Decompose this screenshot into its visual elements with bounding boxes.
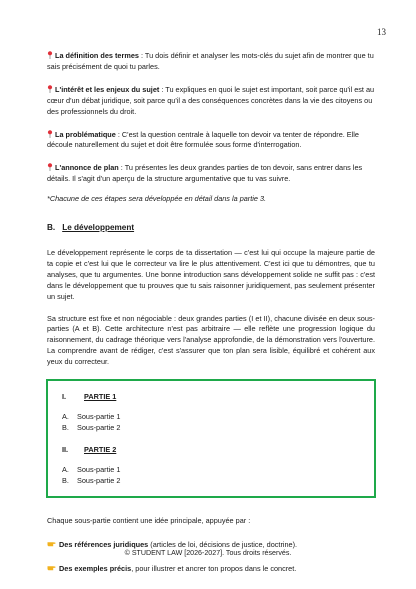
plan-subpart-number: B.: [62, 422, 69, 432]
definition-text: : Tu expliques en quoi le sujet est important, soit parce qu'il est au cœur d'un débat juridique, soit parce qu'il a des conséquences concrètes dans la vie des citoyens ou des professionnels du droit.: [47, 84, 375, 116]
bullet-item: [47, 564, 375, 575]
bullet-text: (articles de loi, décisions de justice, doctrine).: [148, 540, 298, 550]
plan-subpart-label: Sous-partie 2: [77, 422, 121, 432]
definition-term: L'annonce de plan: [55, 163, 119, 173]
section-letter: B.: [47, 223, 56, 233]
plan-part: [62, 445, 362, 456]
pushpin-icon: [47, 85, 53, 93]
body-paragraph: Sa structure est fixe et non négociable : deux grandes parties (I et II), chacune divisée en deux sous-parties (A et B). Cette architecture n'est pas arbitraire — elle reflète une progression logique du raisonnement, du cadrage théorique vers l'analyse approfondie, de la démonstration vers l'ouverture. La comprendre avant de rédiger, c'est s'assurer que ton plan sera lisible, équilibré et cohérent aux yeux du correcteur.: [47, 313, 375, 367]
plan-subpart: [62, 465, 362, 476]
plan-part: [62, 392, 362, 403]
pushpin-icon: [47, 163, 53, 171]
plan-part-number: I.: [62, 392, 67, 402]
section-heading: [47, 223, 375, 234]
definition-text: : Tu présentes les deux grandes parties de ton devoir, sans entrer dans les détails. Il s'agit d'un aperçu de la structure argumentative que tu vas suivre.: [47, 163, 363, 184]
plan-subpart-number: A.: [62, 464, 69, 474]
closing-intro: Chaque sous-partie contient une idée principale, appuyée par :: [47, 516, 251, 526]
plan-part-title: PARTIE 2: [84, 444, 117, 454]
plan-subpart: [62, 423, 362, 434]
definition-item: [47, 85, 375, 118]
pushpin-icon: [47, 130, 53, 138]
definition-item: [47, 51, 375, 73]
page-number: 13: [377, 27, 386, 37]
bullet-term: Des références juridiques: [59, 540, 149, 550]
bullet-text: , pour illustrer et ancrer ton propos dans le concret.: [131, 564, 297, 574]
definition-term: La définition des termes: [55, 51, 139, 60]
plan-subpart-label: Sous-partie 2: [77, 475, 121, 485]
plan-outline-box: [46, 379, 376, 498]
definition-text: : C'est la question centrale à laquelle ton devoir va tenter de répondre. Elle découle naturellement du sujet et doit être formulée sous forme d'interrogation.: [47, 129, 359, 150]
plan-subpart-number: B.: [62, 475, 69, 485]
definition-list: [47, 51, 375, 185]
plan-subpart: [62, 412, 362, 423]
page-footer: © STUDENT LAW [2026-2027]. Tous droits réservés.: [124, 549, 292, 557]
definition-term: L'intérêt et les enjeux du sujet: [55, 84, 160, 94]
plan-subpart-number: A.: [62, 411, 69, 421]
plan-part-group: [62, 392, 362, 434]
plan-subpart: [62, 476, 362, 487]
pointing-hand-icon: [47, 564, 56, 571]
plan-part-group: [62, 445, 362, 487]
definition-term: La problématique: [55, 129, 116, 139]
page-content: [47, 51, 375, 588]
footnote-note: *Chacune de ces étapes sera développée en détail dans la partie 3.: [47, 194, 267, 204]
plan-part-number: II.: [62, 444, 69, 454]
definition-item: [47, 163, 375, 185]
section-title: Le développement: [62, 223, 135, 233]
plan-subpart-label: Sous-partie 1: [77, 411, 121, 421]
plan-part-title: PARTIE 1: [84, 392, 117, 402]
pushpin-icon: [47, 51, 53, 59]
definition-text: : Tu dois définir et analyser les mots-clés du sujet afin de montrer que tu sais précisément de quoi tu parles.: [47, 51, 374, 71]
pointing-hand-icon: [47, 540, 56, 547]
body-paragraph: Le développement représente le corps de ta dissertation — c'est lui qui occupe la majeure partie de ta copie et c'est lui que le correcteur va lire le plus attentivement. C'est ici que tu démontres, que tu analyses, que tu argumentes. Une bonne introduction sans développement solide ne suffit pas : c'est dans le développement que tu prouves que tu sais raisonner juridiquement, pas seulement présenter un sujet.: [47, 247, 375, 301]
plan-subpart-label: Sous-partie 1: [77, 464, 121, 474]
bullet-term: Des exemples précis: [59, 564, 132, 574]
definition-item: [47, 130, 375, 152]
